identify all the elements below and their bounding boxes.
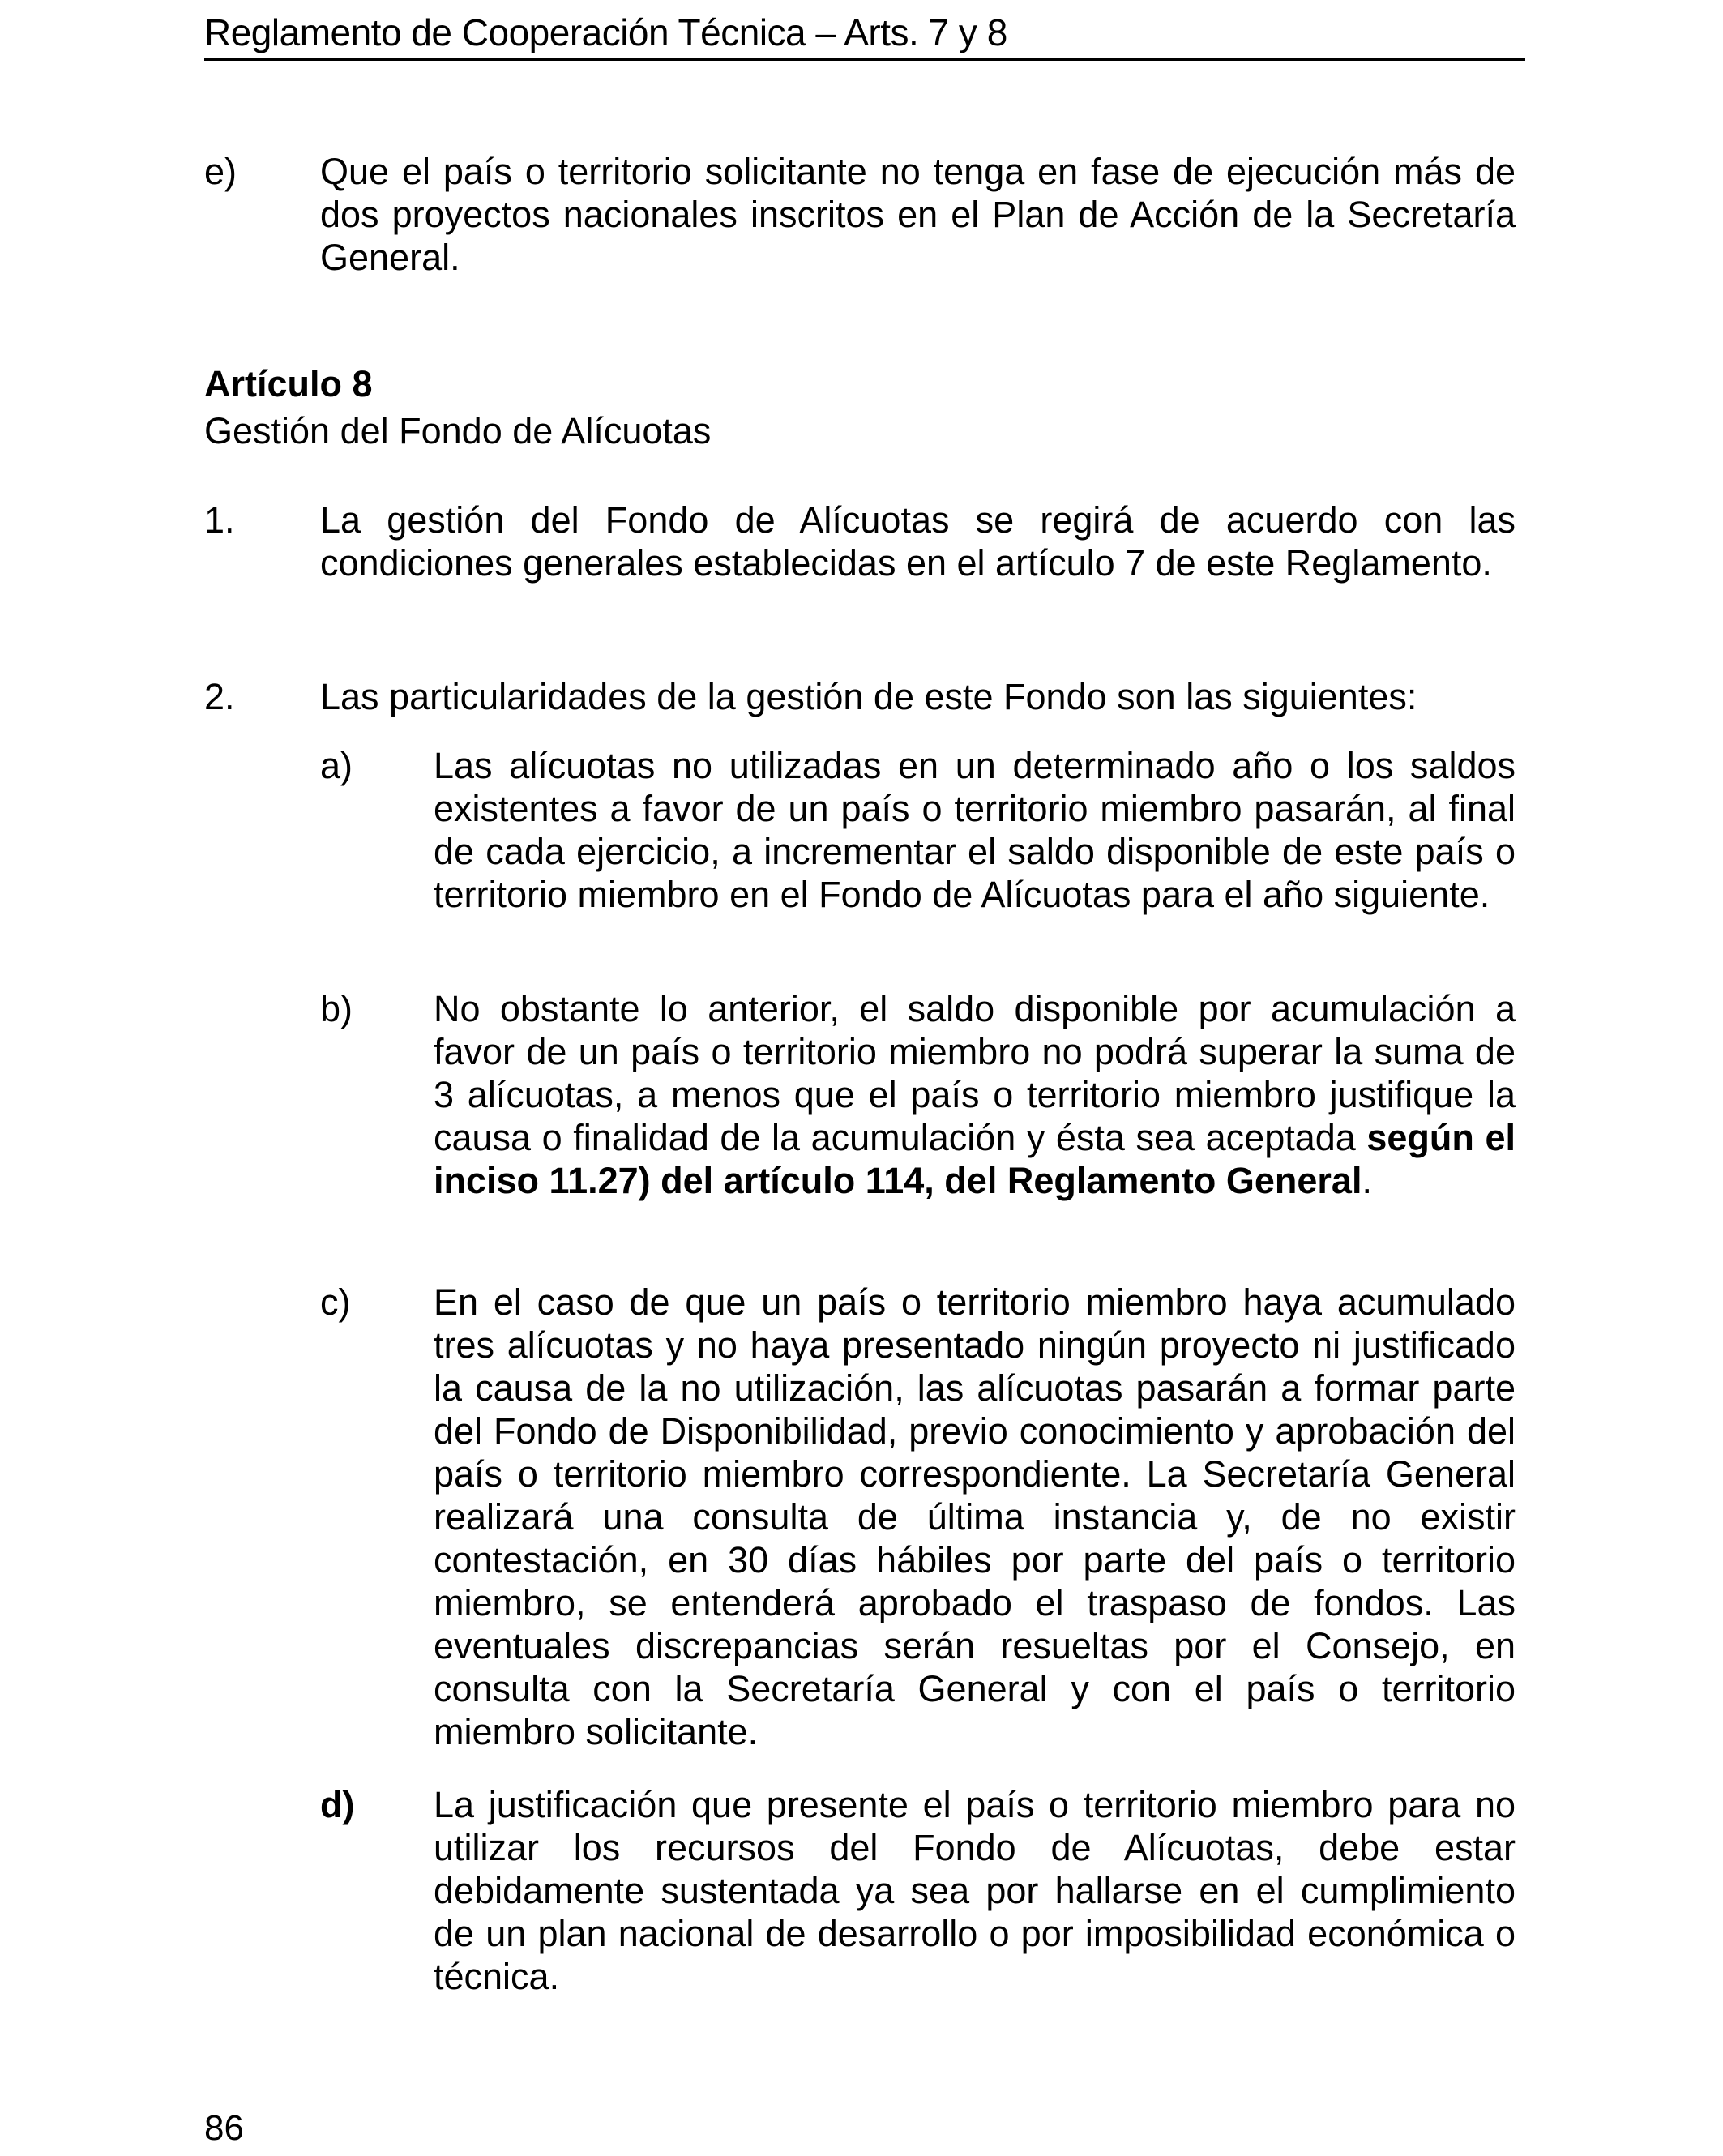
sub-c-marker: c)	[320, 1281, 351, 1323]
sub-b-text-start: No obstante lo anterior, el saldo disponible por acumulación a favor de un país o territorio miembro no podrá superar la suma de 3 alícuotas, a menos que el país o territorio miembro justifique la causa o finalidad de la acumulación y ésta sea aceptada	[434, 988, 1516, 1158]
article-title: Artículo 8	[204, 363, 373, 404]
sub-b-text	[434, 987, 1516, 1202]
sub-a-marker: a)	[320, 745, 353, 786]
page-number: 86	[204, 2108, 244, 2148]
item-e-text: Que el país o territorio solicitante no tenga en fase de ejecución más de dos proyectos nacionales inscritos en el Plan de Acción de la Secretaría General.	[320, 151, 1516, 278]
point-2-marker: 2.	[204, 676, 235, 717]
point-1-text: La gestión del Fondo de Alícuotas se regirá de acuerdo con las condiciones generales establecidas en el artículo 7 de este Reglamento.	[320, 499, 1516, 584]
sub-d-marker: d)	[320, 1784, 355, 1825]
point-2-text: Las particularidades de la gestión de este Fondo son las siguientes:	[320, 676, 1417, 717]
sub-d-text: La justificación que presente el país o territorio miembro para no utilizar los recursos del Fondo de Alícuotas, debe estar debidamente sustentada ya sea por hallarse en el cumplimiento de un plan nacional de desarrollo o por imposibilidad económica o técnica.	[434, 1784, 1516, 1997]
sub-b-marker: b)	[320, 988, 353, 1029]
article-subtitle: Gestión del Fondo de Alícuotas	[204, 410, 712, 451]
sub-c-text: En el caso de que un país o territorio miembro haya acumulado tres alícuotas y no haya presentado ningún proyecto ni justificado la causa de la no utilización, las alícuotas pasarán a formar parte del Fondo de Disponibilidad, previo conocimiento y aprobación del país o territorio miembro correspondiente. La Secretaría General realizará una consulta de última instancia y, de no existir contestación, en 30 días hábiles por parte del país o territorio miembro, se entenderá aprobado el traspaso de fondos. Las eventuales discrepancias serán resueltas por el Consejo, en consulta con la Secretaría General y con el país o territorio miembro solicitante.	[434, 1281, 1516, 1752]
sub-a-text: Las alícuotas no utilizadas en un determinado año o los saldos existentes a favor de un país o territorio miembro pasarán, al final de cada ejercicio, a incrementar el saldo disponible de este país o territorio miembro en el Fondo de Alícuotas para el año siguiente.	[434, 745, 1516, 915]
item-e-marker: e)	[204, 151, 237, 192]
header-rule	[204, 58, 1525, 61]
running-header: Reglamento de Cooperación Técnica – Arts. 7 y 8	[204, 11, 1007, 53]
point-1-marker: 1.	[204, 499, 235, 541]
sub-b-text-end: .	[1362, 1160, 1372, 1201]
sub-b-text-bold: según el inciso 11.27) del artículo 114, del Reglamento General	[434, 1117, 1516, 1201]
